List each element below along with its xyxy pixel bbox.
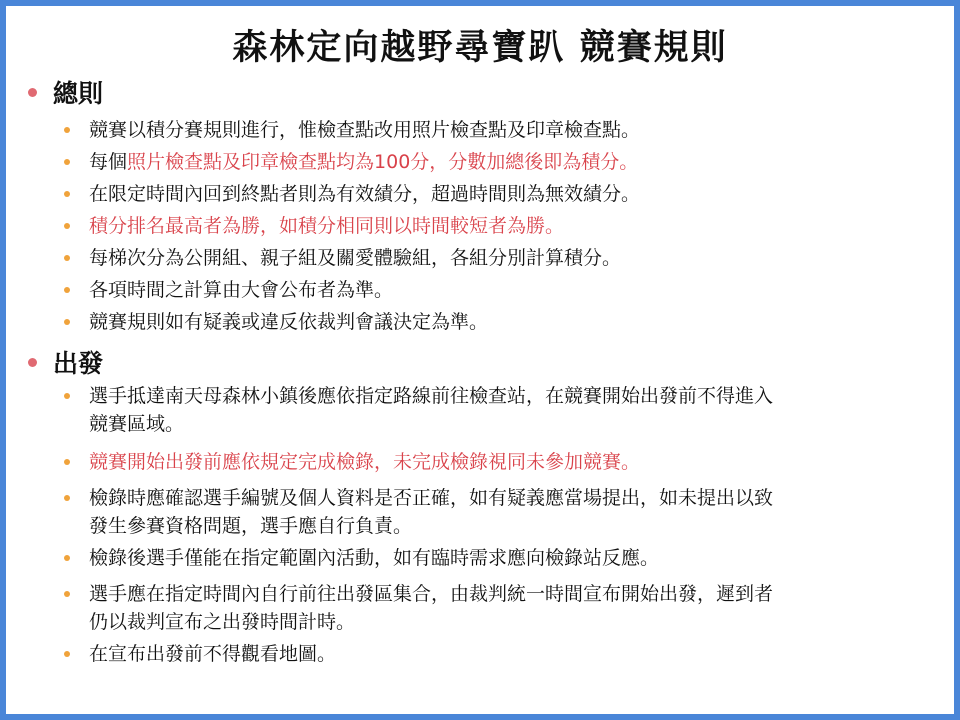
- bullet-dot-icon: [64, 287, 70, 293]
- bullet-dot-icon: [64, 255, 70, 261]
- rule-item: [64, 382, 940, 438]
- rule-item-highlight: 積分排名最高者為勝，如積分相同則以時間較短者為勝。: [64, 212, 940, 240]
- rule-item: [64, 484, 940, 540]
- rule-text-line1: 選手應在指定時間內自行前往出發區集合，由裁判統一時間宣布開始出發，遲到者: [89, 583, 774, 605]
- bullet-dot-icon: [64, 159, 70, 165]
- bullet-dot-icon: [64, 319, 70, 325]
- rule-text-line2: 發生參賽資格問題，選手應自行負責。: [89, 515, 413, 537]
- page-title: 森林定向越野尋寶趴 競賽規則: [232, 28, 728, 68]
- rule-item: 在宣布出發前不得觀看地圖。: [64, 640, 940, 668]
- rule-text-highlight: 照片檢查點及印章檢查點均為100分，分數加總後即為積分。: [127, 151, 639, 173]
- section-heading-label: 總則: [53, 79, 104, 108]
- bullet-dot-icon: [64, 191, 70, 197]
- bullet-dot-icon: [64, 223, 70, 229]
- rule-item: 競賽以積分賽規則進行，惟檢查點改用照片檢查點及印章檢查點。: [64, 116, 940, 144]
- bullet-dot-icon: [64, 651, 70, 657]
- rule-item: 在限定時間內回到終點者則為有效績分，超過時間則為無效績分。: [64, 180, 940, 208]
- heading-bullet-icon: [28, 358, 37, 367]
- rule-item: 各項時間之計算由大會公布者為準。: [64, 276, 940, 304]
- slide: [6, 6, 954, 714]
- section-heading-general: [28, 74, 103, 110]
- bullet-dot-icon: [64, 127, 70, 133]
- bullet-dot-icon: [64, 495, 70, 501]
- bullet-dot-icon: [64, 555, 70, 561]
- bullet-dot-icon: [64, 459, 70, 465]
- heading-bullet-icon: [28, 88, 37, 97]
- rule-text-line2: 仍以裁判宣布之出發時間計時。: [89, 611, 356, 633]
- rule-text-line1: 檢錄時應確認選手編號及個人資料是否正確，如有疑義應當場提出，如未提出以致: [89, 487, 774, 509]
- section-heading-departure: [28, 344, 103, 380]
- rule-text-line2: 競賽區域。: [89, 413, 185, 435]
- rule-item: 檢錄後選手僅能在指定範圍內活動，如有臨時需求應向檢錄站反應。: [64, 544, 940, 572]
- rule-item: 競賽規則如有疑義或違反依裁判會議決定為準。: [64, 308, 940, 336]
- rule-item: [64, 580, 940, 636]
- bullet-dot-icon: [64, 591, 70, 597]
- rule-item: 每梯次分為公開組、親子組及關愛體驗組，各組分別計算積分。: [64, 244, 940, 272]
- rule-item-highlight: 競賽開始出發前應依規定完成檢錄，未完成檢錄視同未參加競賽。: [64, 448, 940, 476]
- section-heading-label: 出發: [53, 349, 104, 378]
- bullet-dot-icon: [64, 393, 70, 399]
- rule-text-line1: 選手抵達南天母森林小鎮後應依指定路線前往檢查站，在競賽開始出發前不得進入: [89, 385, 774, 407]
- rule-item: [64, 148, 940, 176]
- rule-text-prefix: 每個: [89, 151, 128, 173]
